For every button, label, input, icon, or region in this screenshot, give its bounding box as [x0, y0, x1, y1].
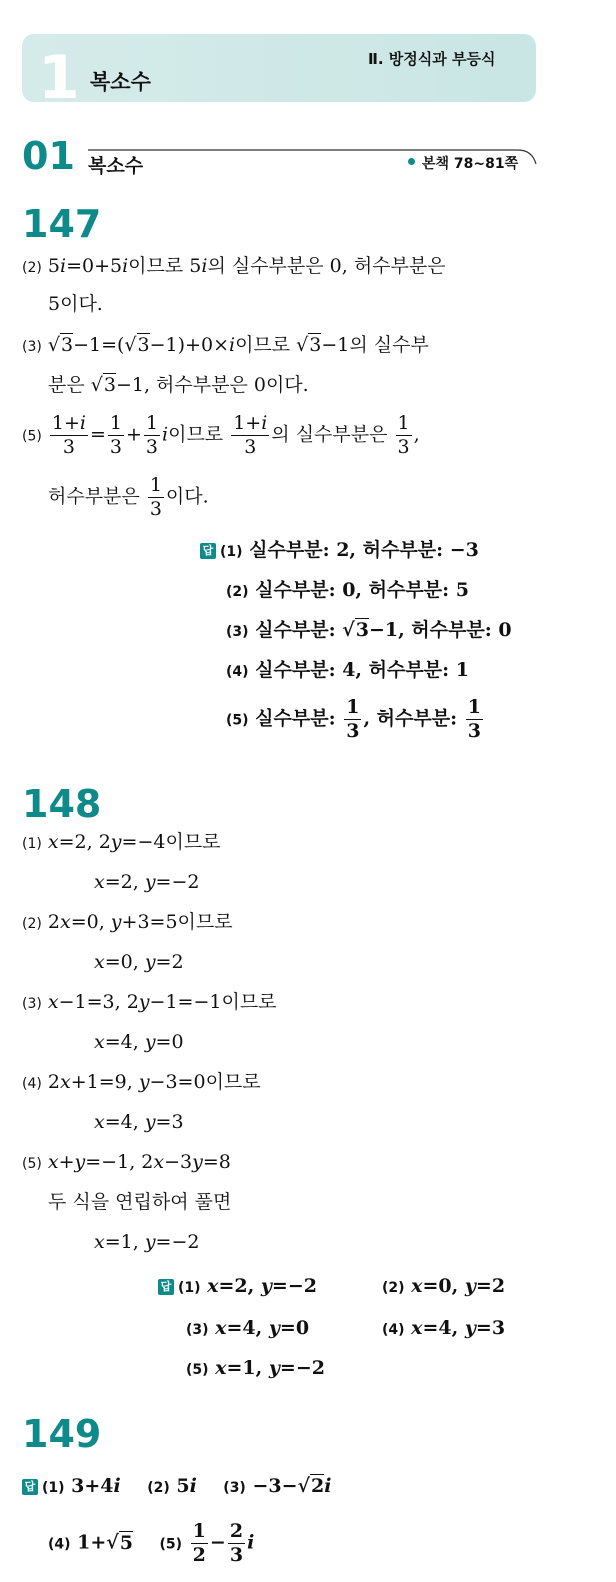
- problem-number-147: 147: [22, 202, 102, 246]
- p147-answer-2: (2) 실수부분: 0, 허수부분: 5: [226, 579, 469, 601]
- p147-answer-3: (3) 실수부분: √3−1, 허수부분: 0: [226, 619, 512, 641]
- p147-line-3: (3) √3−1=(√3−1)+0×i이므로 √3−1의 실수부: [22, 334, 429, 356]
- p147-line-5: (5) $\frac{1+i}{3}$ = $\frac{1}{3}$ + $\frac{1}{3}$ i이므로 $\frac{1+i}{3}$ 의 실수부분은 $\frac{1}{3}$ ,: [22, 412, 420, 458]
- p149-answers-row-1: 답 (1) 3+4i (2) 5i (3) −3−√2i: [22, 1474, 331, 1500]
- answer-icon: 답: [158, 1279, 174, 1295]
- p148-line: x=1, y=−2: [94, 1231, 200, 1253]
- p148-line: x=0, y=2: [94, 951, 184, 973]
- p148-line: (1) x=2, 2y=−4이므로: [22, 831, 221, 853]
- p149-answers-row-2: (4) 1+√5 (5) $\frac{1}{2}$ − $\frac{2}{3}$ i: [48, 1520, 255, 1566]
- section-number: 01: [22, 134, 75, 178]
- p148-line: x=2, y=−2: [94, 871, 200, 893]
- p148-answer-2: (2) x=0, y=2: [382, 1275, 506, 1297]
- answer-icon: 답: [200, 543, 216, 559]
- section-page-ref: 본책 78~81쪽: [422, 156, 519, 172]
- p147-line-4: 분은 √3−1, 허수부분은 0이다.: [48, 374, 309, 396]
- chapter-subject: Ⅱ. 방정식과 부등식: [368, 50, 496, 68]
- p148-answer-3: (3) x=4, y=0: [186, 1317, 310, 1339]
- p147-line-6: 허수부분은 $\frac{1}{3}$ 이다.: [48, 474, 209, 520]
- p148-line: (4) 2x+1=9, y−3=0이므로: [22, 1071, 261, 1093]
- p148-answer-1: 답 (1) x=2, y=−2: [158, 1274, 317, 1300]
- problem-number-148: 148: [22, 782, 102, 826]
- p147-answer-1: 답 (1) 실수부분: 2, 허수부분: −3: [200, 538, 479, 564]
- p147-line-1: (2) 5i=0+5i이므로 5i의 실수부분은 0, 허수부분은: [22, 255, 446, 277]
- problem-number-149: 149: [22, 1412, 102, 1456]
- p148-answer-5: (5) x=1, y=−2: [186, 1357, 325, 1379]
- bullet-dot-icon: [408, 158, 415, 165]
- chapter-title: 복소수: [90, 70, 151, 94]
- chapter-number: 1: [38, 43, 80, 113]
- p148-line: (2) 2x=0, y+3=5이므로: [22, 911, 233, 933]
- answer-icon: 답: [22, 1479, 38, 1495]
- p147-answer-5: (5) 실수부분: $\frac{1}{3}$ , 허수부분: $\frac{1}{3}$: [226, 696, 481, 742]
- p148-line: (3) x−1=3, 2y−1=−1이므로: [22, 991, 277, 1013]
- p148-line: (5) x+y=−1, 2x−3y=8: [22, 1151, 231, 1173]
- p147-answer-4: (4) 실수부분: 4, 허수부분: 1: [226, 659, 469, 681]
- p148-line: 두 식을 연립하여 풀면: [48, 1191, 232, 1213]
- section-title: 복소수: [88, 155, 144, 177]
- p148-line: x=4, y=3: [94, 1111, 184, 1133]
- p148-line: x=4, y=0: [94, 1031, 184, 1053]
- p147-line-2: 5이다.: [48, 293, 103, 315]
- p148-answer-4: (4) x=4, y=3: [382, 1317, 506, 1339]
